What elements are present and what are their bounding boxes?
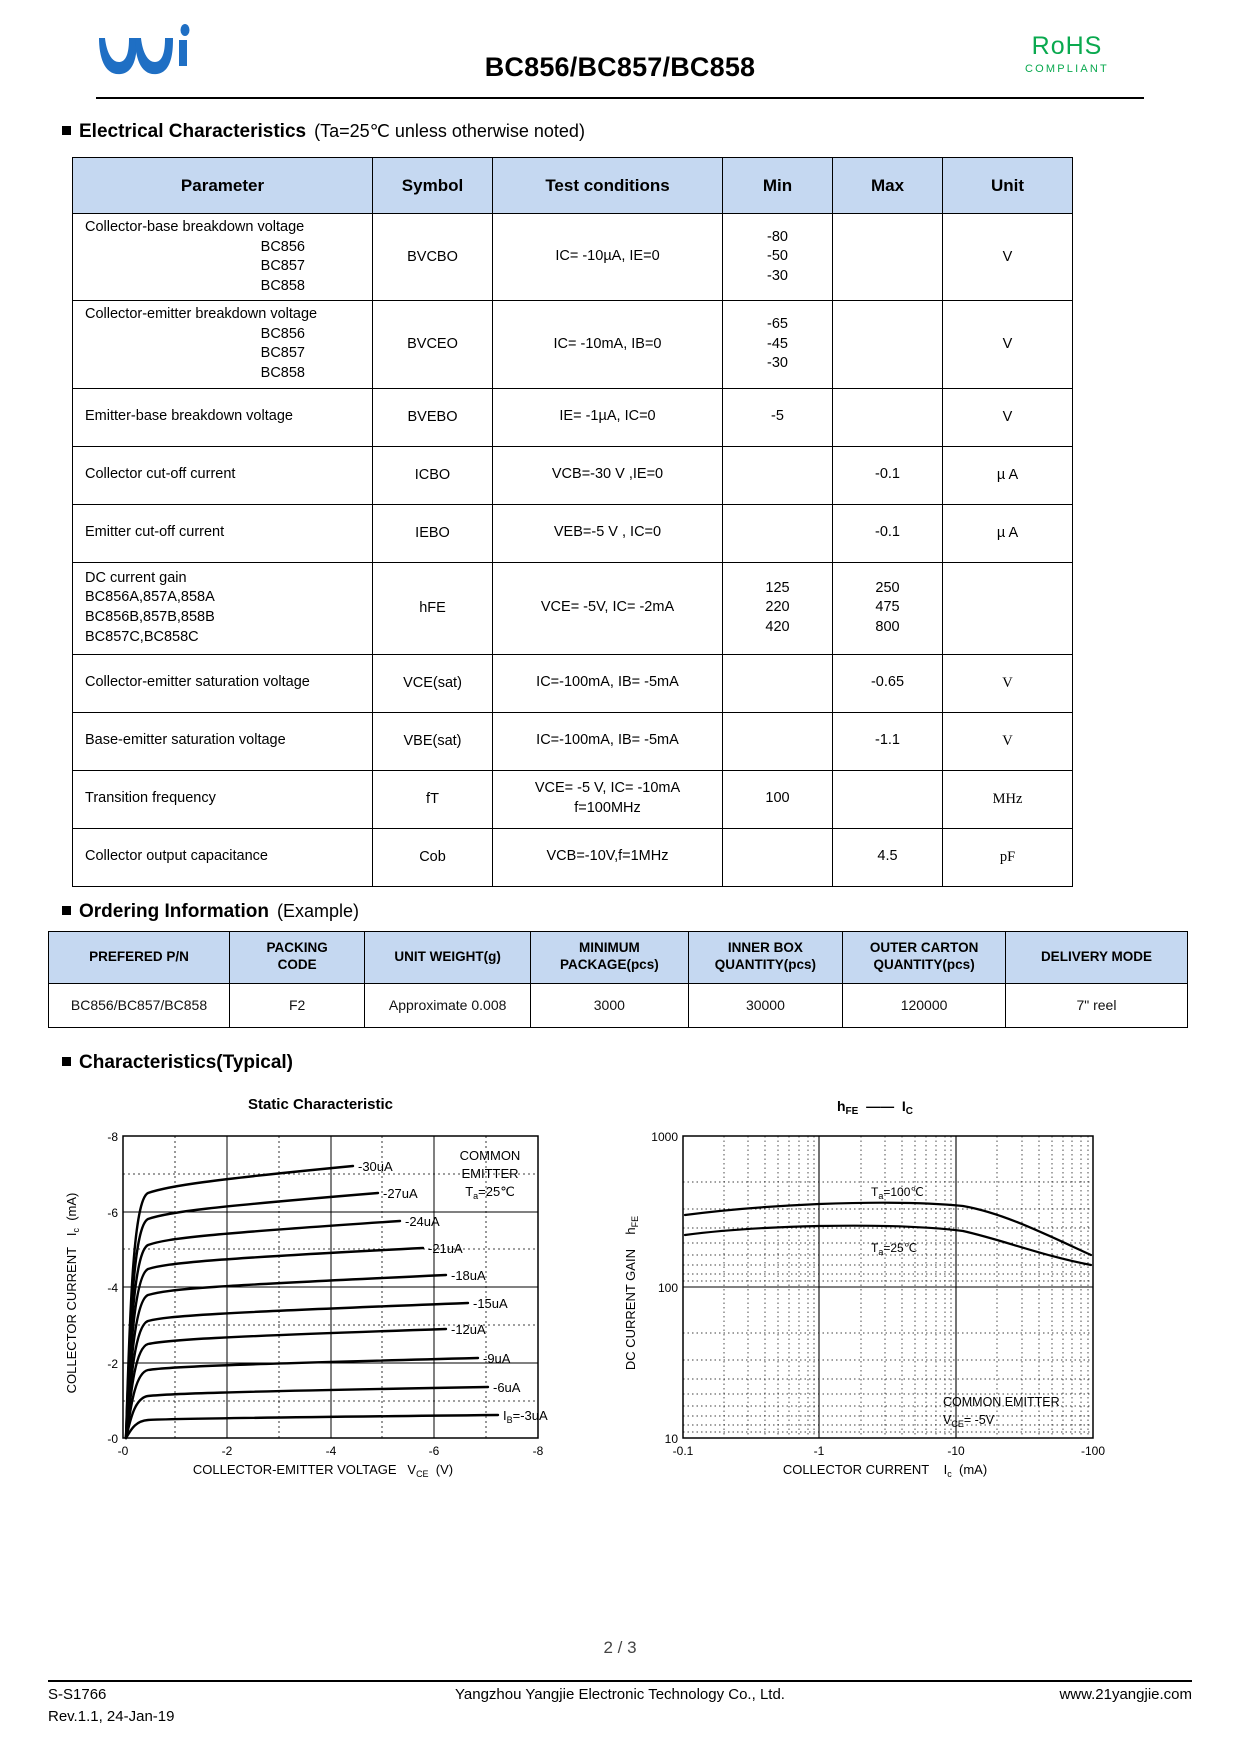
cell-min: -65 -45 -30 [723, 301, 833, 388]
col-inner-box [688, 931, 843, 983]
col-prefered-pn: PREFERED P/N [49, 931, 230, 983]
footer-company: Yangzhou Yangjie Electronic Technology Co., Ltd. [455, 1686, 785, 1703]
cell-symbol: VCE(sat) [373, 654, 493, 712]
cell-parameter [73, 388, 373, 446]
square-bullet-icon [62, 126, 71, 135]
col-minpkg-line2: PACKAGE(pcs) [559, 957, 659, 972]
table-row [73, 828, 1073, 886]
parameter-subline: BC858 [260, 277, 305, 294]
hfe-vs-ic-chart [603, 1096, 1148, 1483]
cell-test-conditions: VCE= -5V, IC= -2mA [493, 562, 723, 654]
table-row [73, 562, 1073, 654]
chart1-ytick-1: -6 [107, 1205, 118, 1220]
parameter-subline: BC857 [260, 345, 305, 362]
parameter-name: DC current gain [85, 569, 187, 586]
cell-min: -5 [723, 388, 833, 446]
charts-row [48, 1096, 1192, 1483]
chart2-xaxis-label: COLLECTOR CURRENT $I_c$ (mA) [782, 1461, 988, 1478]
parameter-name: Collector output capacitance [85, 848, 268, 865]
cell-max [833, 770, 943, 828]
table-row [73, 504, 1073, 562]
cell-parameter [73, 301, 373, 388]
chart1-series-label-2: -24uA [405, 1213, 440, 1229]
chart2-annotation-1: COMMON EMITTER [943, 1394, 1060, 1409]
cell-test-conditions: IC=-100mA, IB= -5mA [493, 654, 723, 712]
page-footer [48, 1684, 1192, 1736]
parameter-name: Transition frequency [85, 790, 216, 807]
col-max: Max [833, 158, 943, 214]
chart1-yaxis-label: COLLECTOR CURRENT $I_c$ (mA) [64, 1192, 81, 1393]
cell-test-conditions: VEB=-5 V , IC=0 [493, 504, 723, 562]
parameter-subline: BC856A,857A,858A [85, 589, 215, 606]
parameter-name: Collector-emitter saturation voltage [85, 674, 310, 691]
parameter-name: Collector-base breakdown voltage [85, 219, 305, 235]
cell-min [723, 654, 833, 712]
footer-divider [48, 1680, 1192, 1682]
table-row [73, 446, 1073, 504]
parameter-subline: BC857 [260, 258, 305, 275]
cell-test-conditions: IC= -10mA, IB=0 [493, 301, 723, 388]
characteristics-heading-text: Characteristics(Typical) [79, 1051, 294, 1073]
cell-unit [943, 562, 1073, 654]
col-packing-line2: CODE [277, 957, 317, 972]
cell-unit: V [943, 301, 1073, 388]
chart2-ytick-100: 100 [657, 1280, 678, 1295]
cell-unit: V [943, 214, 1073, 301]
cell-unit: pF [943, 828, 1073, 886]
footer-revision: Rev.1.1, 24-Jan-19 [48, 1707, 175, 1725]
parameter-subline: BC856B,857B,858B [85, 609, 215, 625]
cell-min [723, 446, 833, 504]
ordering-information-table [48, 931, 1188, 1028]
chart2-xtick-0: -0.1 [672, 1443, 694, 1458]
cell-max: -0.65 [833, 654, 943, 712]
electrical-characteristics-table [72, 157, 1073, 887]
cell-unit: V [943, 654, 1073, 712]
ordering-heading-note: (Example) [277, 900, 360, 921]
chart1-ytick-2: -4 [107, 1280, 118, 1295]
chart2-xtick-1: -1 [813, 1443, 825, 1458]
parameter-name: Collector-emitter breakdown voltage [85, 306, 318, 323]
col-minimum-package [531, 931, 689, 983]
footer-doc-code: S-S1766 [48, 1686, 107, 1703]
cell-max: -1.1 [833, 712, 943, 770]
col-test-conditions: Test conditions [493, 158, 723, 214]
chart2-title [603, 1096, 1148, 1118]
cell-parameter [73, 214, 373, 301]
cell-packing-code: F2 [230, 983, 365, 1027]
chart2-xtick-2: -10 [947, 1443, 965, 1458]
cell-max [833, 301, 943, 388]
cell-symbol: BVCEO [373, 301, 493, 388]
table-row [73, 301, 1073, 388]
cell-parameter [73, 504, 373, 562]
ordering-information-heading [62, 901, 1192, 923]
col-minpkg-line1: MINIMUM [578, 940, 640, 956]
col-unit: Unit [943, 158, 1073, 214]
cell-max: 250 475 800 [833, 562, 943, 654]
chart2-series-label-1: $T_a=25℃$ [871, 1240, 918, 1257]
chart1-series-label-0: -30uA [358, 1158, 393, 1174]
cell-unit-weight: Approximate 0.008 [365, 983, 531, 1027]
chart1-series-label-3: -21uA [428, 1240, 463, 1256]
cell-min [723, 712, 833, 770]
chart2-ytick-1000: 1000 [651, 1129, 678, 1144]
cell-symbol: Cob [373, 828, 493, 886]
cell-symbol: hFE [373, 562, 493, 654]
cell-unit: MHz [943, 770, 1073, 828]
table-row [73, 770, 1073, 828]
chart1-annotation-3: $T_a=25℃$ [465, 1183, 515, 1201]
cell-symbol: BVEBO [373, 388, 493, 446]
chart1-series-label-7: -9uA [483, 1350, 511, 1366]
square-bullet-icon [62, 906, 71, 915]
chart1-series-label-8: -6uA [493, 1379, 521, 1395]
cell-test-conditions: VCE= -5 V, IC= -10mA f=100MHz [493, 770, 723, 828]
parameter-name: Emitter-base breakdown voltage [85, 408, 293, 425]
cell-symbol: fT [373, 770, 493, 828]
chart1-ytick-4: -0 [107, 1431, 118, 1446]
parameter-subline: BC856 [260, 238, 305, 255]
chart2-annotation-2: $V_{CE}= -5V$ [943, 1412, 995, 1429]
cell-test-conditions: IE= -1µA, IC=0 [493, 388, 723, 446]
cell-parameter [73, 446, 373, 504]
chart1-xtick-4: -8 [532, 1443, 544, 1458]
header-divider [96, 97, 1144, 99]
page-title: BC856/BC857/BC858 [484, 52, 756, 82]
col-delivery-mode: DELIVERY MODE [1005, 931, 1187, 983]
cell-parameter [73, 828, 373, 886]
cell-max: 4.5 [833, 828, 943, 886]
cell-symbol: VBE(sat) [373, 712, 493, 770]
ordering-heading-text: Ordering Information [79, 900, 269, 922]
cell-min [723, 828, 833, 886]
svg-text:hFE —— IC: $h_{FE}$ —— $I_C$ [836, 1097, 914, 1116]
cell-parameter [73, 770, 373, 828]
col-outer-carton [843, 931, 1006, 983]
parameter-subline: BC856 [260, 325, 305, 342]
cell-minimum-package: 3000 [531, 983, 689, 1027]
chart1-xaxis-label: COLLECTOR-EMITTER VOLTAGE $V_{CE}$ (V) [192, 1461, 454, 1478]
chart2-series-label-0: $T_a=100℃$ [871, 1184, 924, 1201]
cell-max [833, 214, 943, 301]
ordering-header-row [49, 931, 1188, 983]
electrical-heading-text: Electrical Characteristics [79, 121, 307, 142]
cell-min: 125 220 420 [723, 562, 833, 654]
chart2-yaxis-label: DC CURRENT GAIN $h_{FE}$ [623, 1215, 640, 1370]
chart1-series-label-5: -15uA [473, 1295, 508, 1311]
characteristics-heading [62, 1052, 1192, 1074]
table-row [49, 983, 1188, 1027]
cell-outer-carton: 120000 [843, 983, 1006, 1027]
electrical-heading-note: (Ta=25℃ unless otherwise noted) [314, 121, 585, 141]
rohs-compliant-label: COMPLIANT [1025, 63, 1109, 75]
cell-test-conditions: VCB=-30 V ,IE=0 [493, 446, 723, 504]
rohs-badge [982, 32, 1152, 75]
cell-parameter [73, 712, 373, 770]
cell-parameter [73, 562, 373, 654]
cell-min: -80 -50 -30 [723, 214, 833, 301]
cell-inner-box: 30000 [688, 983, 843, 1027]
table-row [73, 214, 1073, 301]
parameter-name: Emitter cut-off current [85, 524, 225, 541]
chart2-ytick-10: 10 [664, 1431, 678, 1446]
chart1-ytick-3: -2 [107, 1356, 118, 1371]
table-header-row [73, 158, 1073, 214]
chart1-xtick-2: -4 [325, 1443, 337, 1458]
cell-min [723, 504, 833, 562]
cell-max [833, 388, 943, 446]
col-inner-line1: INNER BOX [727, 940, 803, 956]
table-row [73, 712, 1073, 770]
chart1-svg [48, 1118, 593, 1478]
chart1-series-label-1: -27uA [383, 1185, 418, 1201]
table-row [73, 654, 1073, 712]
col-outer-line1: OUTER CARTON [869, 940, 979, 956]
chart1-ytick-0: -8 [107, 1129, 118, 1144]
cell-unit: µ A [943, 446, 1073, 504]
cell-symbol: ICBO [373, 446, 493, 504]
chart2-xtick-3: -100 [1080, 1443, 1106, 1458]
rohs-label: RoHS [1031, 32, 1103, 60]
cell-symbol: IEBO [373, 504, 493, 562]
cell-unit: µ A [943, 504, 1073, 562]
cell-test-conditions: IC=-100mA, IB= -5mA [493, 712, 723, 770]
square-bullet-icon [62, 1057, 71, 1066]
col-unit-weight: UNIT WEIGHT(g) [365, 931, 531, 983]
chart1-annotation-1: COMMON [459, 1147, 521, 1163]
col-parameter: Parameter [73, 158, 373, 214]
col-symbol: Symbol [373, 158, 493, 214]
chart1-title: Static Characteristic [247, 1095, 394, 1113]
chart1-series-label-9: $I_B=-3uA$ [503, 1407, 548, 1425]
chart2-svg [603, 1118, 1148, 1478]
parameter-subline: BC858 [260, 364, 305, 381]
cell-delivery-mode: 7" reel [1005, 983, 1187, 1027]
chart1-xtick-3: -6 [428, 1443, 440, 1458]
page-header [48, 0, 1192, 95]
table-row [73, 388, 1073, 446]
chart1-xtick-1: -2 [221, 1443, 233, 1458]
chart1-series-label-4: -18uA [451, 1267, 486, 1283]
col-min: Min [723, 158, 833, 214]
page-number: 2 / 3 [603, 1638, 637, 1657]
footer-website[interactable]: www.21yangjie.com [1059, 1686, 1192, 1703]
parameter-name: Collector cut-off current [85, 466, 236, 483]
chart1-annotation-2: EMITTER [461, 1165, 519, 1181]
col-inner-line2: QUANTITY(pcs) [714, 957, 817, 972]
col-packing-code [230, 931, 365, 983]
chart1-xtick-0: -0 [117, 1443, 129, 1458]
cell-min: 100 [723, 770, 833, 828]
col-packing-line1: PACKING [266, 940, 328, 956]
electrical-characteristics-heading [62, 121, 1192, 143]
cell-unit: V [943, 388, 1073, 446]
chart1-series-label-6: -12uA [451, 1321, 486, 1337]
cell-test-conditions: IC= -10µA, IE=0 [493, 214, 723, 301]
static-characteristic-chart [48, 1096, 593, 1483]
cell-symbol: BVCBO [373, 214, 493, 301]
cell-prefered-pn: BC856/BC857/BC858 [49, 983, 230, 1027]
cell-max: -0.1 [833, 504, 943, 562]
cell-unit: V [943, 712, 1073, 770]
cell-parameter [73, 654, 373, 712]
parameter-subline: BC857C,BC858C [85, 628, 199, 645]
cell-test-conditions: VCB=-10V,f=1MHz [493, 828, 723, 886]
col-outer-line2: QUANTITY(pcs) [873, 957, 975, 972]
parameter-name: Base-emitter saturation voltage [85, 732, 286, 749]
cell-max: -0.1 [833, 446, 943, 504]
